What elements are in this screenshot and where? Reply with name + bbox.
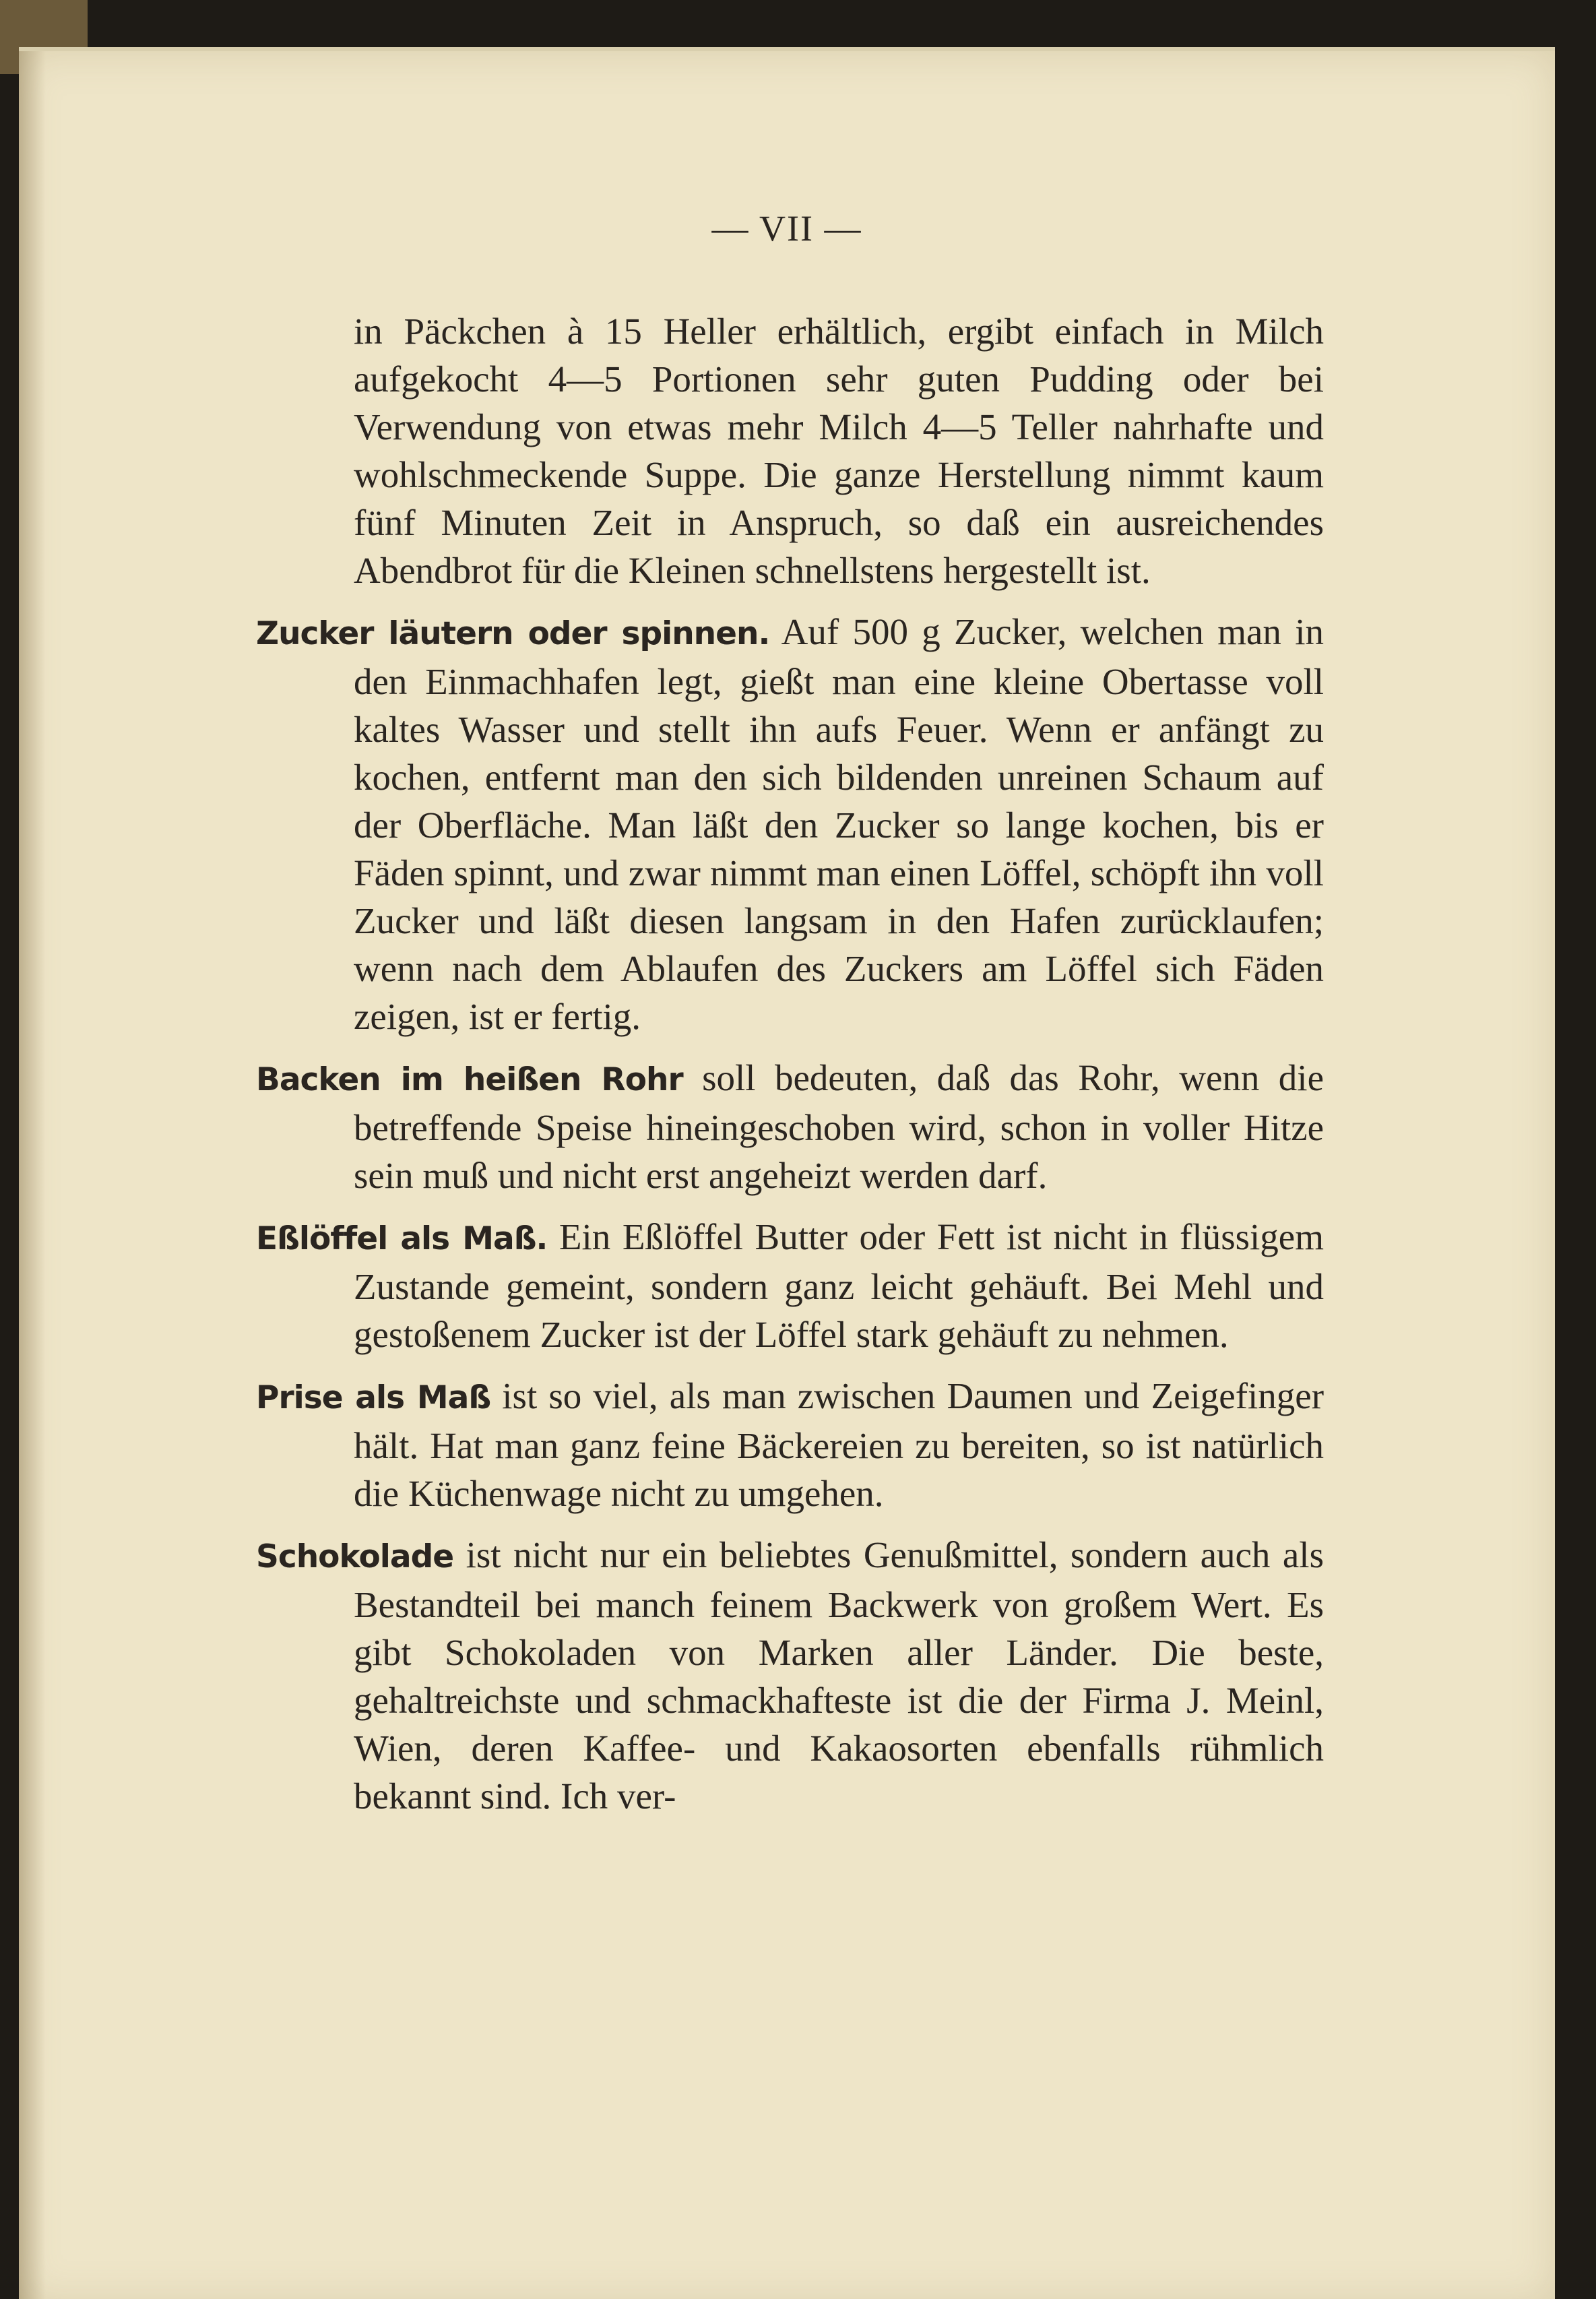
entry-text: Auf 500 g Zucker, welchen man in den Einmachhafen legt, gießt man eine kleine Obertasse voll kaltes Wasser und stellt ihn aufs Feuer. Wenn er anfängt zu kochen, entfernt man den sich bildenden unreinen Schaum auf der Oberfläche. Man läßt den Zucker so lange kochen, bis er Fäden spinnt, und zwar nimmt man einen Löffel, schöpft ihn voll Zucker und läßt diesen langsam in den Hafen zurücklaufen; wenn nach dem Ablaufen des Zuckers am Löffel sich Fäden zeigen, ist er fertig.	[354, 611, 1324, 1037]
continuation-paragraph: in Päckchen à 15 Heller erhältlich, ergibt einfach in Milch aufgekocht 4—5 Portionen sehr guten Pudding oder bei Verwendung von etwas mehr Milch 4—5 Teller nahrhafte und wohlschmeckende Suppe. Die ganze Herstellung nimmt kaum fünf Minuten Zeit in Anspruch, so daß ein ausreichendes Abendbrot für die Kleinen schnellstens hergestellt ist.	[354, 311, 1324, 591]
entry-text: Ein Eßlöffel Butter oder Fett ist nicht in flüssigem Zustande gemeint, sondern ganz leicht gehäuft. Bei Mehl und gestoßenem Zucker ist der Löffel stark gehäuft zu nehmen.	[354, 1216, 1324, 1355]
page-header: — VII —	[711, 208, 862, 249]
entry-schokolade	[256, 1531, 1324, 1820]
entry-term: Schokolade	[256, 1538, 454, 1575]
book-page	[19, 47, 1555, 2299]
entry-zucker	[256, 608, 1324, 1040]
entry-text: ist nicht nur ein beliebtes Genußmittel, sondern auch als Bestandteil bei manch feinem Backwerk von großem Wert. Es gibt Schokoladen von Marken aller Länder. Die beste, gehaltreichste und schmackhafteste ist die der Firma J. Meinl, Wien, deren Kaffee- und Kakaosorten ebenfalls rühmlich bekannt sind. Ich ver-	[354, 1534, 1324, 1817]
entry-prise	[256, 1372, 1324, 1517]
entry-term: Zucker läutern oder spinnen.	[256, 615, 770, 652]
entry-essloeffel	[256, 1213, 1324, 1358]
entry-text: ist so viel, als man zwischen Daumen und Zeigefinger hält. Hat man ganz feine Bäckereien zu bereiten, so ist natürlich die Küchenwage nicht zu umgehen.	[354, 1375, 1324, 1514]
gutter-shadow	[19, 51, 46, 2299]
entry-term: Prise als Maß	[256, 1379, 491, 1416]
page-body	[256, 307, 1324, 1820]
entry-backen	[256, 1054, 1324, 1199]
entry-term: Eßlöffel als Maß.	[256, 1220, 548, 1257]
entry-term: Backen im heißen Rohr	[256, 1061, 683, 1098]
entry-text: soll bedeuten, daß das Rohr, wenn die betreffende Speise hineingeschoben wird, schon in voller Hitze sein muß und nicht erst angeheizt werden darf.	[354, 1057, 1324, 1196]
